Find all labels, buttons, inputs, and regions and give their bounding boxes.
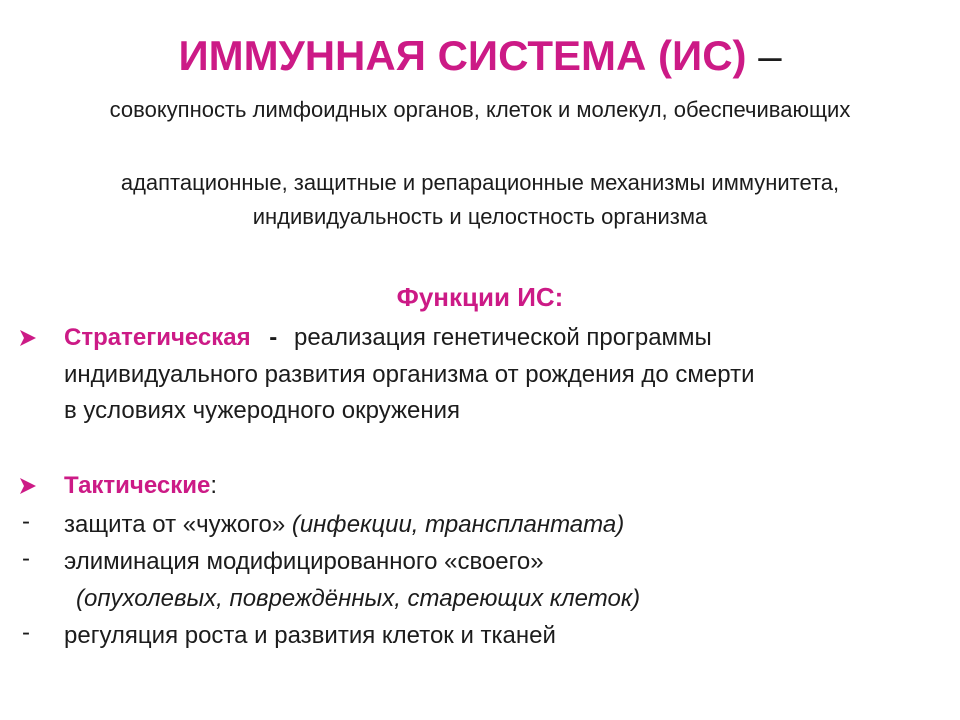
strategic-term: Стратегическая — [64, 324, 251, 351]
functions-heading: Функции ИС: — [396, 282, 564, 312]
tactical-item-3-text: регуляция роста и развития клеток и тканей — [64, 622, 556, 649]
arrow-bullet-icon — [18, 476, 38, 496]
page-title — [0, 32, 960, 80]
tactical-item-1 — [64, 511, 624, 539]
tactical-colon: : — [210, 472, 218, 499]
dash-bullet: - — [22, 619, 30, 646]
definition-line-3: индивидуальность и целостность организма — [252, 204, 708, 229]
strategic-line-2: индивидуального развития организма от рождения до смерти — [64, 361, 755, 388]
strategic-text-1: реализация генетической программы — [293, 324, 712, 351]
definition-line-2: адаптационные, защитные и репарационные механизмы иммунитета, — [120, 170, 840, 195]
tactical-item-2-note: (опухолевых, повреждённых, стареющих клеток) — [76, 585, 641, 612]
strategic-separator: - — [269, 324, 278, 351]
definition-line-1: совокупность лимфоидных органов, клеток и молекул, обеспечивающих — [109, 97, 851, 122]
tactical-heading — [64, 472, 217, 500]
tactical-item-2-text: элиминация модифицированного «своего» — [64, 548, 544, 575]
tactical-item-1-note: (инфекции, трансплантата) — [291, 511, 625, 538]
strategic-line-3: в условиях чужеродного окружения — [64, 397, 461, 424]
title-main: ИММУННАЯ СИСТЕМА (ИС) — [178, 32, 747, 79]
arrow-bullet-icon — [18, 328, 38, 348]
dash-bullet: - — [22, 508, 30, 535]
tactical-item-1-text: защита от «чужого» — [64, 511, 292, 538]
strategic-line-1 — [64, 324, 712, 352]
dash-bullet: - — [22, 545, 30, 572]
title-dash: – — [758, 32, 782, 79]
tactical-term: Тактические — [64, 472, 211, 499]
